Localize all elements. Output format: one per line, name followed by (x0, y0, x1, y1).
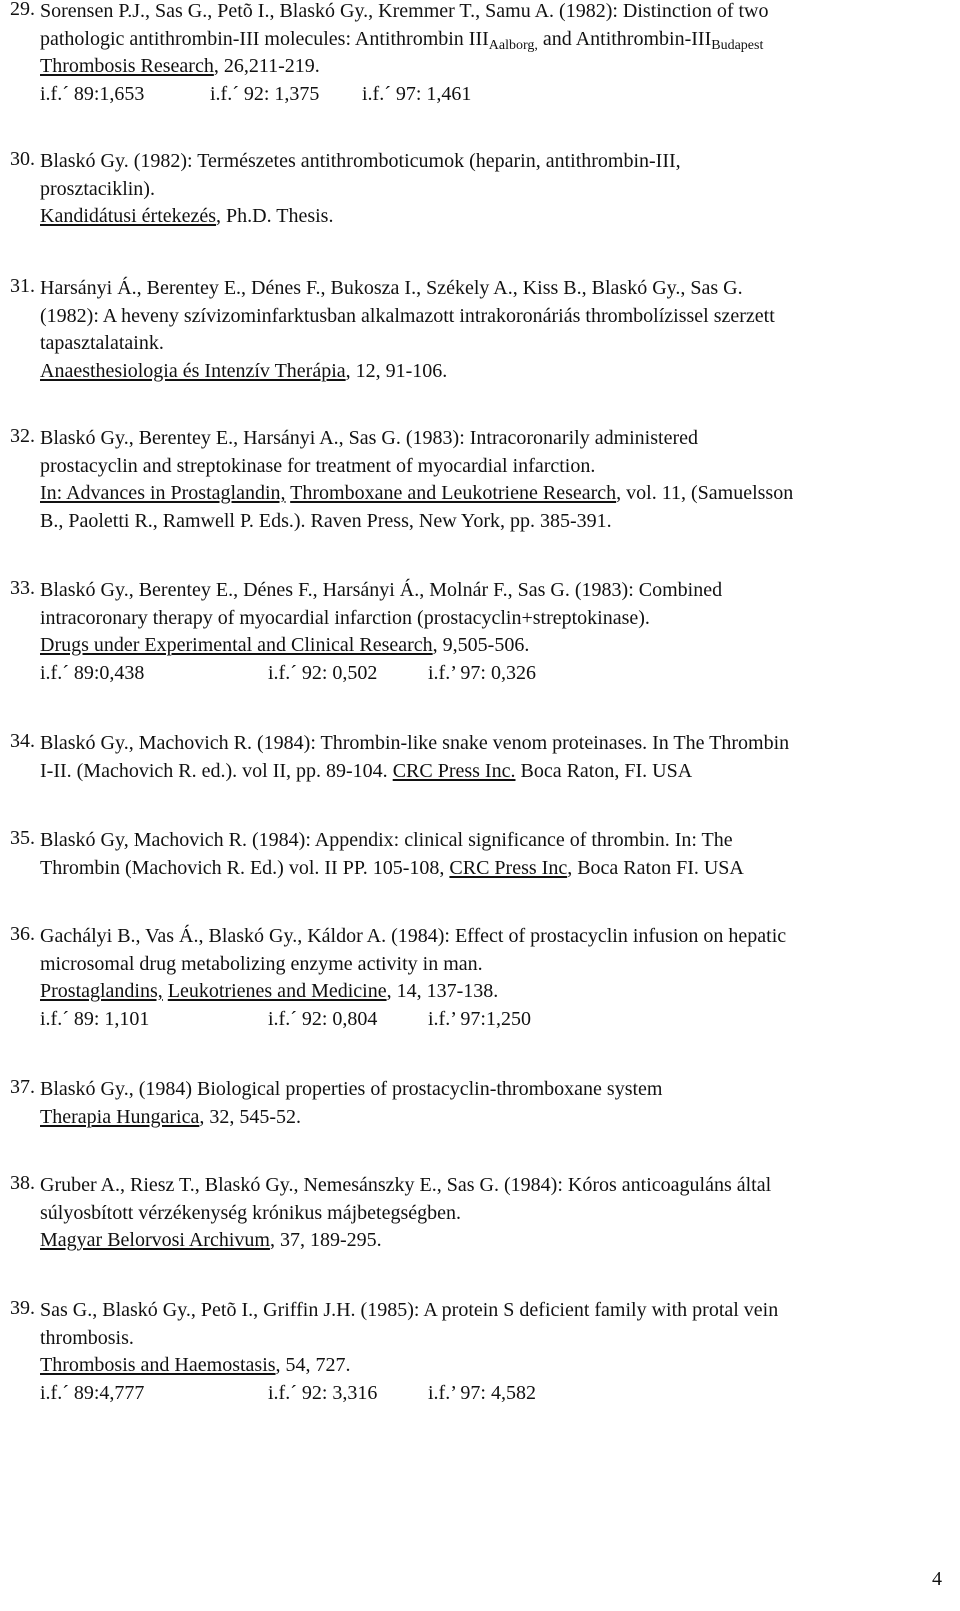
reference-number: 32. (10, 425, 35, 447)
impact-factor-line (40, 660, 955, 688)
journal-title: Thromboxane and Leukotriene Research (290, 482, 617, 504)
journal-details: , 12, 91-106. (345, 359, 448, 382)
reference-body (40, 425, 955, 535)
impact-factor: i.f.’ 97: 0,326 (428, 661, 536, 684)
impact-factor: i.f.´ 92: 1,375 (210, 82, 320, 105)
journal-title: Therapia Hungarica (40, 1105, 200, 1128)
reference-line (40, 1352, 955, 1380)
reference-body (40, 827, 955, 882)
reference-line (40, 632, 955, 660)
subscript-text: Budapest (711, 37, 764, 53)
reference-line (40, 1227, 955, 1255)
reference-body (40, 730, 955, 785)
journal-title: In: Advances in Prostaglandin, (40, 482, 286, 504)
reference-line: Sas G., Blaskó Gy., Petõ I., Griffin J.H. (1985): A protein S deficient family with protal vein (40, 1299, 779, 1321)
impact-factor-line (40, 1380, 955, 1408)
reference-number: 34. (10, 730, 35, 752)
reference-line: B., Paoletti R., Ramwell P. Eds.). Raven Press, New York, pp. 385-391. (40, 509, 612, 532)
reference-number: 29. (10, 0, 35, 20)
reference-text: I-II. (Machovich R. ed.). vol II, pp. 89-104. (40, 759, 393, 782)
page-number: 4 (932, 1568, 942, 1590)
reference-line (40, 26, 955, 54)
journal-title: Thrombosis and Haemostasis (40, 1354, 276, 1376)
journal-details: , 9,505-506. (432, 634, 530, 656)
reference-line (40, 203, 955, 231)
reference-line: súlyosbított vérzékenység krónikus májbetegségben. (40, 1201, 462, 1224)
reference-line: Blaskó Gy., Berentey E., Harsányi A., Sas G. (1983): Intracoronarily administered (40, 427, 698, 449)
reference-text: Boca Raton, FI. USA (515, 759, 693, 782)
reference-number: 30. (10, 148, 35, 170)
impact-factor: i.f.´ 89: 1,101 (40, 1007, 150, 1030)
subscript-text: Aalborg, (488, 37, 538, 53)
impact-factor: i.f.´ 92: 0,502 (268, 661, 378, 684)
reference-line (40, 978, 955, 1006)
reference-body (40, 148, 955, 231)
journal-details: , 37, 189-295. (269, 1229, 382, 1251)
impact-factor: i.f.´ 92: 0,804 (268, 1007, 378, 1030)
reference-line: (1982): A heveny szívizominfarktusban alkalmazott intrakoronáriás thrombolízissel szerzett (40, 304, 775, 327)
reference-line: prosztaciklin). (40, 177, 155, 200)
impact-factor: i.f.’ 97: 4,582 (428, 1381, 536, 1404)
journal-title: Magyar Belorvosi Archivum (40, 1229, 270, 1251)
reference-line (40, 53, 955, 81)
reference-number: 37. (10, 1076, 35, 1098)
reference-line: Sorensen P.J., Sas G., Petõ I., Blaskó Gy., Kremmer T., Samu A. (1982): Distinction of two (40, 0, 769, 22)
journal-details: , 26,211-219. (213, 55, 320, 77)
journal-details: , Ph.D. Thesis. (216, 205, 334, 227)
journal-title: Kandidátusi értekezés (40, 205, 217, 227)
reference-text: Thrombin (Machovich R. Ed.) vol. II PP. 105-108, (40, 856, 450, 879)
reference-text: and Antithrombin-III (537, 27, 712, 50)
reference-line: Gruber A., Riesz T., Blaskó Gy., Nemesánszky E., Sas G. (1984): Kóros anticoaguláns által (40, 1174, 772, 1196)
journal-title: Anaesthesiologia és Intenzív Therápia (40, 359, 346, 382)
reference-number: 35. (10, 827, 35, 849)
journal-details: , 54, 727. (275, 1354, 351, 1376)
impact-factor: i.f.´ 97: 1,461 (362, 82, 472, 105)
reference-number: 33. (10, 577, 35, 599)
journal-details: , 14, 137-138. (386, 980, 499, 1002)
reference-line: Gachályi B., Vas Á., Blaskó Gy., Káldor A. (1984): Effect of prostacyclin infusion on hepatic (40, 925, 787, 947)
impact-factor: i.f.´ 92: 3,316 (268, 1381, 378, 1404)
impact-factor-line (40, 1006, 955, 1034)
journal-details: , 32, 545-52. (199, 1105, 302, 1128)
impact-factor: i.f.´ 89:4,777 (40, 1381, 145, 1404)
reference-line: prostacyclin and streptokinase for treatment of myocardial infarction. (40, 454, 596, 477)
publisher-name: CRC Press Inc (449, 856, 568, 879)
journal-title: Prostaglandins, (40, 980, 163, 1002)
reference-line: Blaskó Gy. (1982): Természetes antithromboticumok (heparin, antithrombin-III, (40, 150, 681, 172)
journal-title: Thrombosis Research (40, 55, 214, 77)
reference-text: pathologic antithrombin-III molecules: Antithrombin III (40, 27, 489, 50)
reference-line: Blaskó Gy., (1984) Biological properties of prostacyclin-thromboxane system (40, 1078, 663, 1100)
reference-line (40, 855, 955, 883)
reference-line: Blaskó Gy., Machovich R. (1984): Thrombin-like snake venom proteinases. In The Thrombin (40, 732, 790, 754)
reference-number: 36. (10, 923, 35, 945)
journal-details: , vol. 11, (Samuelsson (616, 482, 794, 504)
impact-factor: i.f.´ 89:0,438 (40, 661, 145, 684)
reference-line (40, 1104, 955, 1132)
reference-line: thrombosis. (40, 1326, 134, 1349)
reference-line: tapasztalataink. (40, 332, 164, 354)
reference-body (40, 1076, 955, 1131)
journal-title: Drugs under Experimental and Clinical Research (40, 634, 433, 656)
reference-number: 31. (10, 275, 35, 297)
reference-line (40, 758, 955, 786)
reference-line: intracoronary therapy of myocardial infarction (prostacyclin+streptokinase). (40, 606, 650, 629)
reference-body (40, 1297, 955, 1407)
reference-number: 38. (10, 1172, 35, 1194)
impact-factor: i.f.’ 97:1,250 (428, 1007, 531, 1030)
reference-line: Blaskó Gy, Machovich R. (1984): Appendix: clinical significance of thrombin. In: The (40, 829, 733, 851)
impact-factor: i.f.´ 89:1,653 (40, 82, 145, 105)
reference-body (40, 275, 955, 385)
reference-body (40, 0, 955, 108)
reference-body (40, 1172, 955, 1255)
reference-body (40, 923, 955, 1033)
reference-number: 39. (10, 1297, 35, 1319)
reference-line: microsomal drug metabolizing enzyme activity in man. (40, 952, 483, 975)
reference-line: Harsányi Á., Berentey E., Dénes F., Bukosza I., Székely A., Kiss B., Blaskó Gy., Sas G. (40, 277, 743, 299)
impact-factor-line (40, 81, 955, 109)
reference-body (40, 577, 955, 687)
reference-text: , Boca Raton FI. USA (567, 856, 744, 879)
reference-line (40, 480, 955, 508)
reference-line: Blaskó Gy., Berentey E., Dénes F., Harsányi Á., Molnár F., Sas G. (1983): Combined (40, 579, 723, 601)
reference-line (40, 358, 955, 386)
publisher-name: CRC Press Inc. (392, 759, 516, 782)
journal-title: Leukotrienes and Medicine (167, 980, 387, 1002)
